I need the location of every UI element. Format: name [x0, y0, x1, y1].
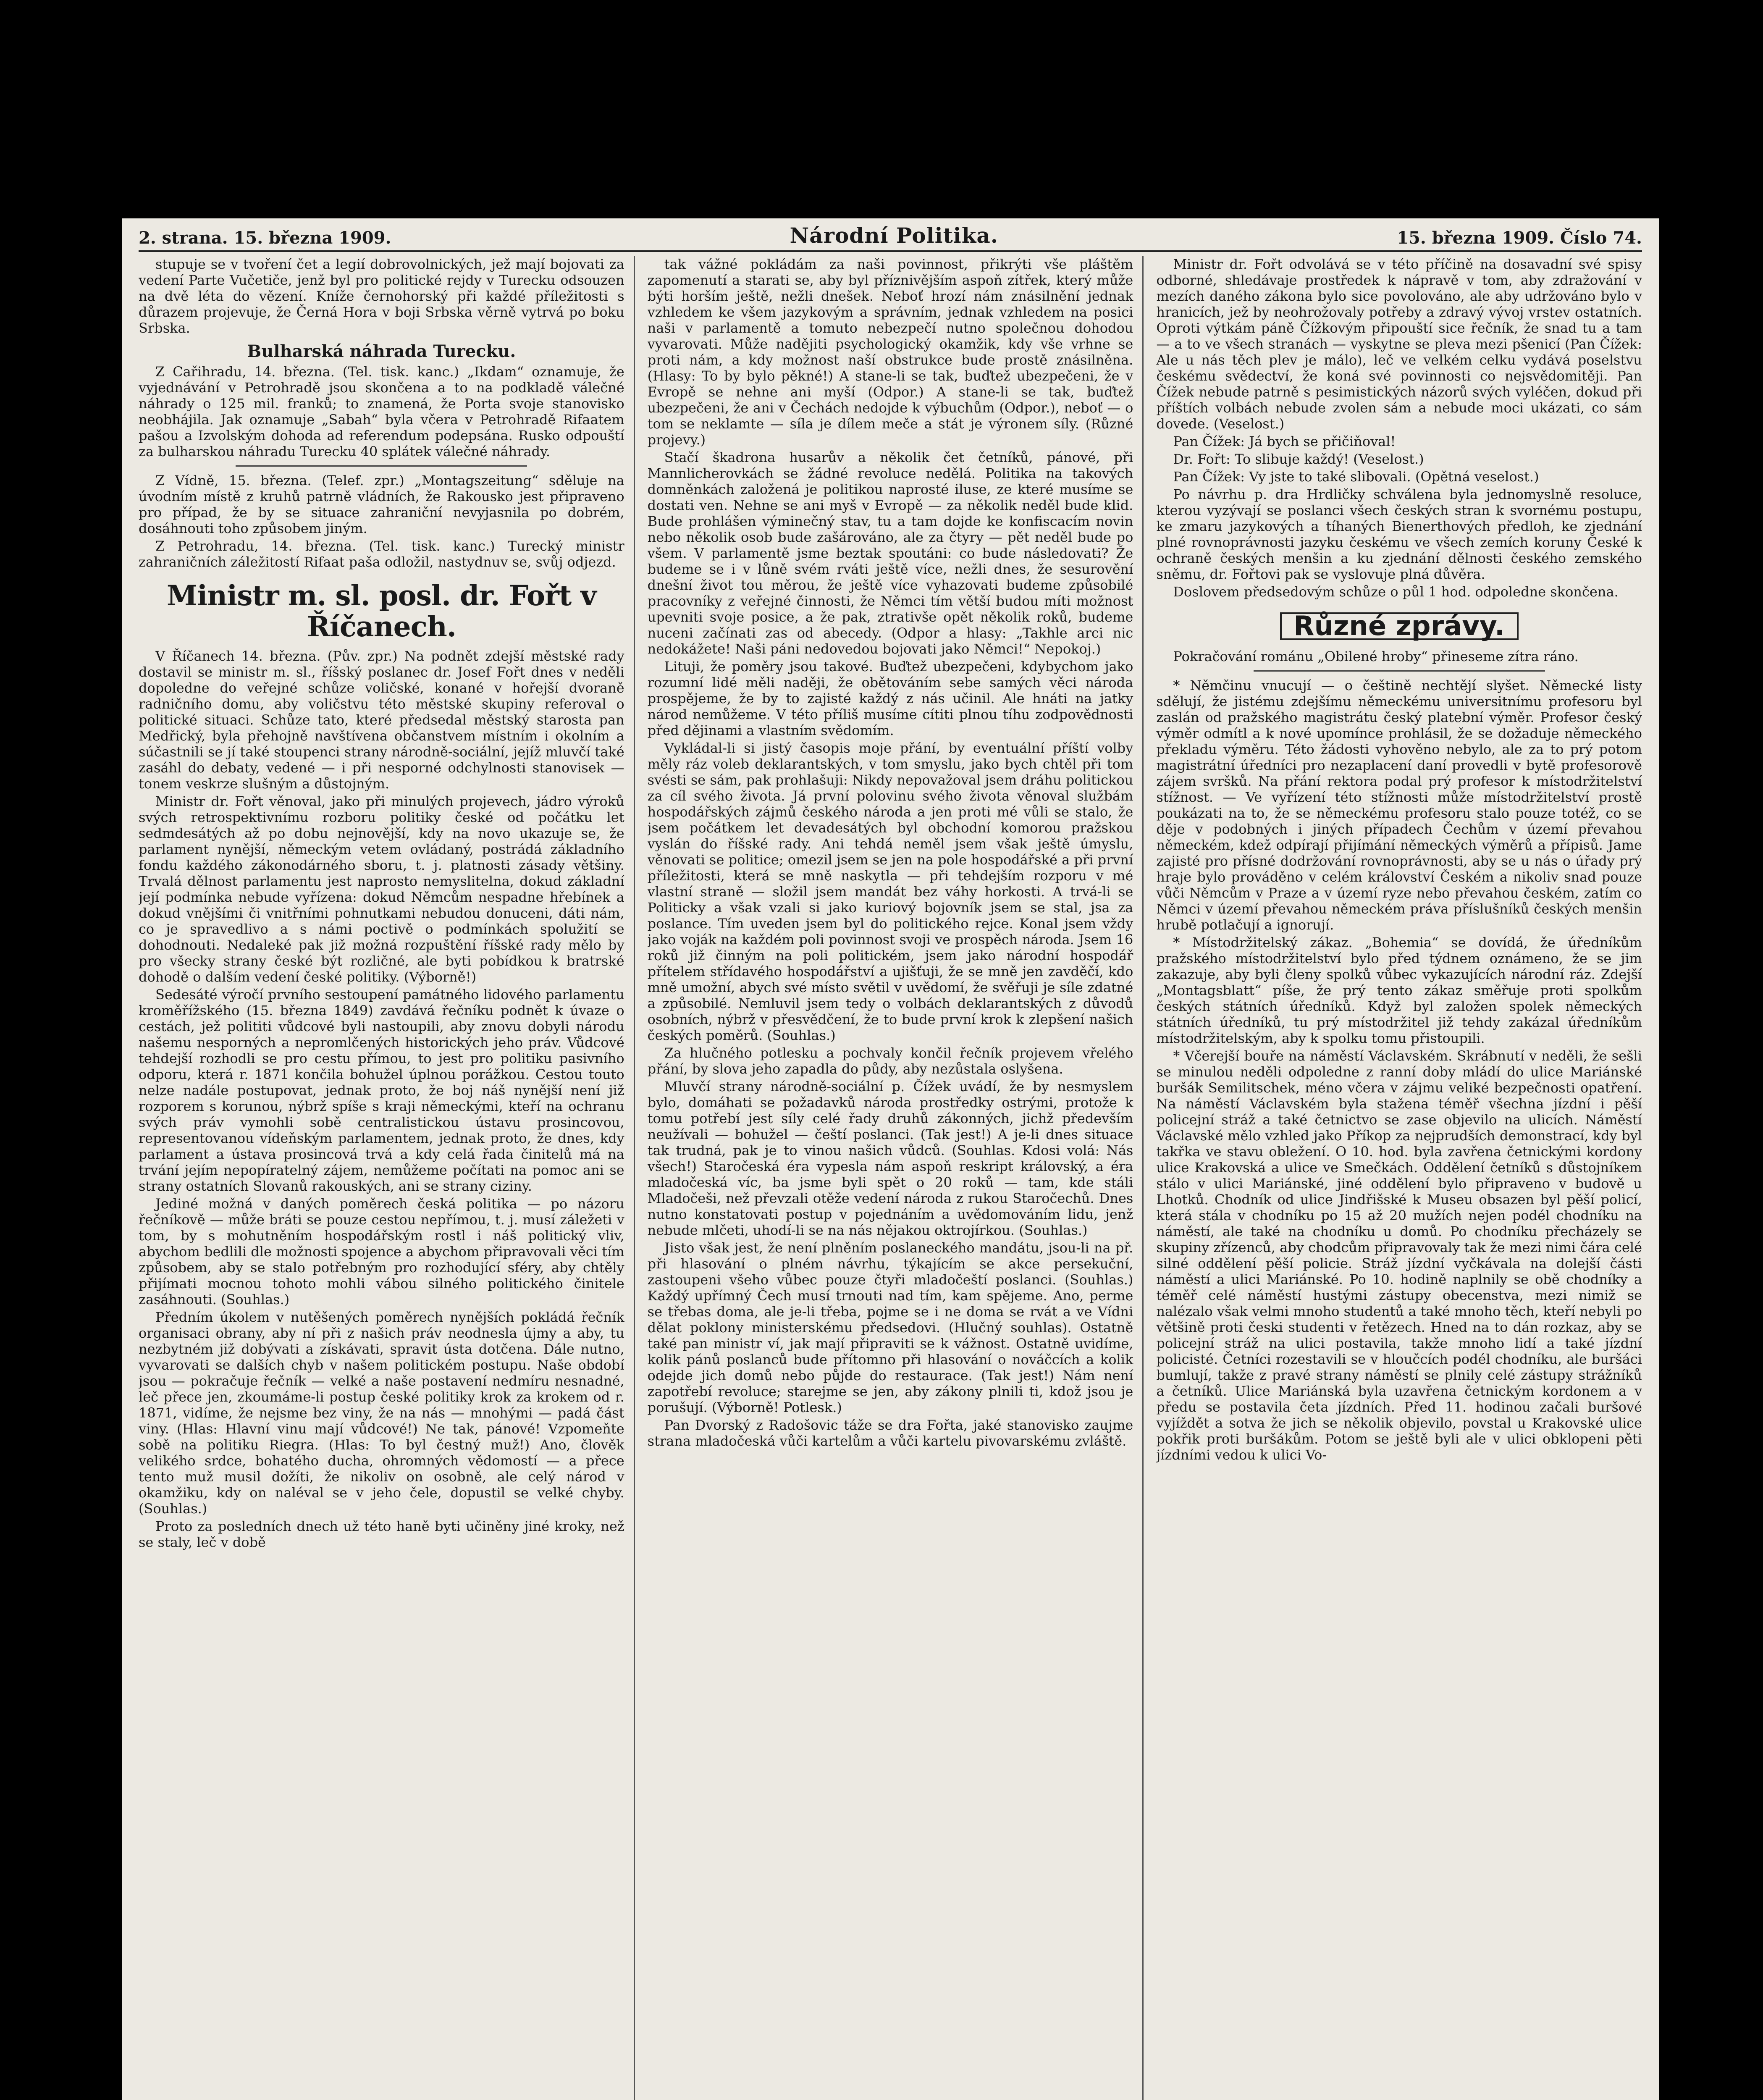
paragraph: Ministr dr. Fořt odvolává se v této příčině na dosavadní své spisy odborné, shledávaje prostředek k nápravě v tom, aby zdražování v mezích daného zákona bylo sice povolováno, ale aby udržováno bylo v hranicích, jež by neohrožovaly potřeby a zdravý vývoj vrstev ostatních. Oproti výtkám páně Čížkovým připouští sice řečník, že snad tu a tam — a to ve všech stranách — vyskytne se pleva mezi pšenicí (Pan Čížek: Ale u nás těch plev je málo), leč ve velkém celku vydává poselstvu českému svědectví, že koná své povinnosti co nejsvědomitěji. Pan Čížek nebude patrně s pesimistických názorů svých vyléčen, dokud při příštích volbách nebude zvolen sám a nebude moci ukázati, co sám dovede. (Veselost.): [1156, 256, 1642, 432]
paragraph: Po návrhu p. dra Hrdličky schválena byla jednomyslně resoluce, kterou vyzývají se poslanci všech českých stran k svornému postupu, ke zmaru jazykových a tíhaných Bienerthových předloh, ke zjednání plné rovnoprávnosti jazyku českému ve všech zemích koruny České k ochraně českých menšin a ku zjednání dělnosti českého zemského sněmu, dr. Fořtovi pak se vyslovuje plná důvěra.: [1156, 486, 1642, 582]
columns: [139, 256, 1642, 2100]
paragraph: Za hlučného potlesku a pochvaly končil řečník projevem vřelého přání, by slova jeho zapadla do půdy, aby nezůstala oslyšena.: [647, 1045, 1133, 1077]
section-box-heading: Různé zprávy.: [1280, 612, 1519, 640]
column-1: [139, 256, 635, 2100]
paragraph: Jisto však jest, že není plněním poslaneckého mandátu, jsou-li na př. při hlasování o plném návrhu, týkajícím se akce persekuční, zastoupeni všeho vůbec pouze čtyři mladočeští poslanci. (Souhlas.) Každý upřímný Čech musí trnouti nad tím, kam spějeme. Ano, perme se třebas doma, ale je-li třeba, pojme se i ne doma se rvát a ve Vídni dělat poklony ministerskému předsedovi. (Hlučný souhlas). Ostatně také pan ministr ví, jak mají připraviti se k vážnost. Ostatně uvidíme, kolik pánů poslanců bude přítomno při hlasování o nováčcích a kolik odejde jich domů nebo půjde do restaurace. (Tak jest!) Nám není zapotřebí revoluce; starejme se jen, aby zákony plnili ti, kdož jsou je porušují. (Výborně! Potlesk.): [647, 1240, 1133, 1415]
paragraph: Sedesáté výročí prvního sestoupení památného lidového parlamentu kroměřížského (15. března 1849) zavdává řečníku podnět k úvaze o cestách, jež polititi vůdcové byli nastoupili, aby znovu dobyli národu našemu nesporných a nepromlčených historických jeho práv. Vůdcové tehdejší rozhodli se pro cestu přímou, to jest pro politiku pasivního odporu, která r. 1871 končila bohužel úplnou porážkou. Cestou touto nelze nadále postupovat, jednak proto, že boj náš nynější není již rozporem s korunou, nýbrž spíše s kraji německými, kteří na ochranu svých práv vymohli sobě centralistickou ústavu prosincovou, representovanou vídeňským parlamentem, jednak proto, že dnes, kdy parlament a ústava prosincová trvá a kdy celá řada činitelů má na trvání jejím nepopíratelný zájem, nemůžeme počítati na pomoc ani se strany ostatních Slovanů rakouských, ani se strany ciziny.: [139, 987, 624, 1194]
paragraph: Z Cařihradu, 14. března. (Tel. tisk. kanc.) „Ikdam“ oznamuje, že vyjednávání v Petrohradě jsou skončena a to na podkladě válečné náhrady o 125 mil. franků; to znamená, že Porta svoje stanovisko neobhájila. Jak oznamuje „Sabah“ byla včera v Petrohradě Rifaatem pašou a Izvolským dohoda ad referendum podepsána. Rusko odpouští za bulharskou náhradu Turecku 40 splátek válečné náhrady.: [139, 364, 624, 459]
header-left: 2. strana. 15. března 1909.: [139, 228, 391, 248]
paragraph: Lituji, že poměry jsou takové. Buďtež ubezpečeni, kdybychom jako rozumní lidé měli naději, že obětováním sebe samých věci národa prospějeme, že by to zajisté každý z nás učinil. Ale hnáti na jatky národ nemůžeme. V této příliš musíme cítiti plnou tíhu zodpovědnosti před dějinami a vlastním svědomím.: [647, 659, 1133, 738]
paragraph: Pan Dvorský z Radošovic táže se dra Fořta, jaké stanovisko zaujme strana mladočeská vůči kartelům a vůči kartelu pivovarskému zvláště.: [647, 1417, 1133, 1449]
masthead: [139, 218, 1642, 252]
newspaper-page: [122, 218, 1659, 2100]
paragraph: Doslovem předsedovým schůze o půl 1 hod. odpoledne skončena.: [1173, 584, 1619, 600]
paragraph: Vykládal-li si jistý časopis moje přání, by eventuální příští volby měly ráz voleb deklarantských, v tom smyslu, jako bych chtěl při tom svésti se sám, pak prohlašuji: Nikdy nepovažoval jsem dráhu politickou za cíl svého života. Já první polovinu svého života věnoval službám hospodářských zájmů českého národa a jen proti mé vůli se stalo, že jsem počátkem let devadesátých byl obchodní komorou pražskou vyslán do říšské rady. Ani tehdá neměl jsem však ještě úmyslu, věnovati se politice; omezil jsem se jen na pole hospodářské a při první příležitosti, která se mně naskytla — při tehdejším rozporu v mé vlastní straně — složil jsem mandát bez váhy horkosti. A trvá-li se Politicky a však vzali si jako kuriový bojovník jsem se stal, jsa za poslance. Tím uveden jsem byl do politického rejce. Konal jsem vždy jako voják na každém poli povinnost svoji ve prospěch národa. Jsem 16 roků již činným na poli politickém, jsem jako národní hospodář přítelem střídavého hospodářství a ujišťuji, že se mně jen zavděčí, kdo mně umožní, abych své místo světil v uvědomí, že svěřuji je síle zdatné a způsobilé. Nemluvil jsem tedy o volbách deklarantských z důvodů osobních, nýbrž v přesvědčení, že to bude první krok k zlepšení našich českých poměrů. (Souhlas.): [647, 740, 1133, 1043]
newspaper-title: Národní Politika.: [790, 223, 999, 248]
paragraph: Stačí škadrona husarův a několik čet četníků, pánové, při Mannlicherovkách se žádné revoluce nedělá. Politika na takových domněnkách založená je politikou naprosté iluse, ze které musíme se dostati ven. Nehne se ani myš v Evropě — za několik neděl bude klid. Bude prohlášen výminečný stav, tu a tam dojde ke konfiscacím novin nebo několik osob bude zašárováno, ale za čtyry — pět neděl bude po všem. V parlamentě jsme beztak spoutáni: co bude následovati? Že budeme se i v lůně svém rváti ještě více, nežli dnes, že sesurovění dnešní život tou měrou, že ještě více vyhazovati budeme způsobilé pracovníky z veřejné činnosti, že Němci tím větší budou míti možnost upevniti svoje posice, a že pak, ztrativše opět několik roků, budeme nuceni začínati zas od abecedy. (Odpor a hlasy: „Takhle arci nic nedokážete! Naši páni nedovedou bojovati jako Němci!“ Nepokoj.): [647, 449, 1133, 657]
column-2: [648, 256, 1144, 2100]
paragraph: * Němčinu vnucují — o češtině nechtějí slyšet. Německé listy sdělují, že jistému zdejšímu německému universitnímu profesoru byl zaslán od pražského magistrátu český platební výměr. Profesor český výměr odmítl a k nové upomínce prohlásil, že se dožaduje německého překladu výměru. Této žádosti vyhověno nebylo, ale za to prý potom magistrátní úředníci pro nezaplacení daní provedli v bytě profesorově zájem svršků. Na přání rektora podal prý profesor k místodržitelství stížnost. — Ve vyřízení této stížnosti může místodržitelství prostě poukázati na to, že se německému profesoru stalo pouze totéž, co se děje v podobných i jiných případech Čechům v území převahou německém, kdež odpírají přijímání německých výměrů a přípisů. Jame zajisté pro přísné dodržování rovnoprávnosti, aby se u nás o úřady prý hraje bylo prováděno v celém království Českém a nikoliv snad pouze vůči Němcům v Praze a v území ryze nebo převahou českém, zatím co Němci v území převahou německém práva příslušníků českých menšin hrubě potlačují a ignorují.: [1156, 677, 1642, 933]
paragraph: tak vážné pokládám za naši povinnost, přikrýti vše pláštěm zapomenutí a starati se, aby byl příznivějším aspoň zítřek, který může býti horším ještě, nežli dnešek. Neboť hrozí nám znásilnění jednak vzhledem ke všem jazykovým a správním, jednak vzhledem na posici naši v parlamentě a tomuto nebezpečí nutno společnou dohodou vyvarovati. Může nadějiti psychologický okamžik, kdy vše vrhne se proti nám, a kdy možnost naší obstrukce bude prostě znásilněna. (Hlasy: To by bylo pěkné!) A stane-li se tak, buďtež ubezpečeni, že v Evropě se nehne ani myší (Odpor.) A stane-li se tak, buďtež ubezpečeni, že ani v Čechách nedojde k výbuchům (Odpor.), neboť — o tom se neklamte — síla je dílem meče a stát je výronem síly. (Různé projevy.): [647, 256, 1133, 448]
paragraph: * Místodržitelský zákaz. „Bohemia“ se dovídá, že úředníkům pražského místodržitelství bylo před týdnem oznámeno, že se jim zakazuje, aby byli členy spolků vůbec vykazujících národní ráz. Zdejší „Montagsblatt“ píše, že prý tento zákaz směřuje proti spolkům českých státních úředníků. Když byl založen spolek německých státních úředníků, tu prý místodržitel již tehdy zakázal úředníkům místodržitelským, aby k spolku tomu přistoupili.: [1156, 934, 1642, 1046]
paragraph: Mluvčí strany národně-sociální p. Čížek uvádí, že by nesmyslem bylo, domáhati se požadavků národa prostředky ostrými, protože k tomu potřebí jest síly celé řady druhů zákonných, jichž především neužívali — bohužel — čeští poslanci. (Tak jest!) A je-li dnes situace tak trudná, pak je to vinou našich vůdců. (Souhlas. Kdosi volá: Nás všech!) Staročeská éra vypesla nám aspoň reskript královský, a éra mladočeská víc, ba jsme byli spět o 20 roků — tam, kde stáli Mladočeši, než převzali otěže vedení národa z rukou Staročechů. Dnes nutno konstatovati postup v pojednáním a uvědomováním lidu, jenž nebude mlčeti, uhodí-li se na nás nějakou oktrojírkou. (Souhlas.): [647, 1079, 1133, 1238]
section-heading: Bulharská náhrada Turecku.: [247, 341, 516, 361]
divider: [1254, 670, 1545, 672]
paragraph: * Včerejší bouře na náměstí Václavském. Skrábnutí v neděli, že sešli se minulou neděli odpoledne z ranní doby mládí do ulice Mariánské buršák Semilitschek, méno včera v zájmu veliké bezpečnosti opatření. Na náměstí Václavském byla stažena téměř všechna jízdní i pěší policejní stráž a také četnictvo se zase objevilo na ulicích. Náměstí Václavské mělo vzhled jako Příkop za nejprudších demonstrací, kdy byl takřka ve stavu obležení. O 10. hod. byla zavřena četnickými kordony ulice Krakovská a ulice ve Smečkách. Oddělení četníků s důstojníkem stálo v ulici Mariánské, jiné oddělení bylo připraveno v budově u Lhotků. Chodník od ulice Jindřišské k Museu obsazen byl pěší policí, která stála v chodníku po 15 až 20 mužích nejen podél chodníku na náměstí, ale také na chodníku u domů. Po chodníku přecházely se skupiny zřízenců, aby chodcům připravovaly tak že mezi nimi čára celé silné oddělení pěší policie. Stráž jízdní vyčkávala na dolejší části náměstí a ulici Mariánské. Po 10. hodině naplnily se obě chodníky a téměř celé náměstí hustými zástupy obecenstva, mezi nimiž se nalézalo však velmi mnoho studentů a také mnoho těch, kteří nebyli po většině proti česki studenti v řetězech. Hned na to dán rozkaz, aby se policejní stráž na ulici postavila, takže mnoho lidí a také jízdní policisté. Četníci rozestavili se v hloučcích podél chodníku, ale buršáci bumlují, takže z pravé strany náměstí se plnily celé zástupy strážníků a četníků. Ulice Mariánská byla uzavřena četnickým kordonem a v předu se postavila četa jízdních. Před 11. hodinou začali buršové vyjíždět a sotva že jich se několik objevilo, povstal u Krakovské ulice pokřik proti buršákům. Potom se ještě byli ale v ulici obklopeni pěti jízdními vedou k ulici Vo-: [1156, 1048, 1642, 1463]
paragraph: Ministr dr. Fořt věnoval, jako při minulých projevech, jádro výroků svých retrospektivnímu rozboru politiky české od počátku let sedmdesátých až po dobu nejnovější, kdy na novo ukazuje se, že parlament nynější, německým vetem ovládaný, postrádá základního fondu každého zákonodárného sboru, t. j. platnosti zásady většiny. Trvalá dělnost parlamentu jest naprosto nemyslitelna, dokud základní její podmínka nebude vyřízena: dokud Němcům nespadne hřebínek a dokud vnějšími či vnitřními pohnutkami nebudou donuceni, dáti nám, co je spravedlivo a s námi poctivě o podmínkách spolužití se dohodnouti. Nedaleké pak již možná rozpuštění říšské rady mělo by pro všecky strany české být rozličné, ale byti pobídkou k bratrské dohodě o dalším vedení české politiky. (Výborně!): [139, 793, 624, 985]
paragraph: V Říčanech 14. března. (Pův. zpr.) Na podnět zdejší městské rady dostavil se ministr m. sl., říšský poslanec dr. Josef Fořt dnes v neděli dopoledne do veřejné schůze voličské, konané v hořejší dvoraně radničního domu, aby voličstvu této městské skupiny referoval o politické situaci. Schůze tato, které předsedal městský starosta pan Medřický, byla přehojně navštívena občanstvem místním i okolním a súčastnili se jí také stoupenci strany národně-sociální, jejíž mluvčí také zasáhl do debaty, vedené — i při nesporné odchylnosti stanovisek — tonem veskrze slušným a důstojným.: [139, 648, 624, 792]
paragraph: Dr. Fořt: To slibuje každý! (Veselost.): [1173, 451, 1424, 467]
paragraph: stupuje se v tvoření čet a legií dobrovolnických, jež mají bojovati za vedení Parte Vučetiče, jenž byl pro politické rejdy v Turecku odsouzen na dvě léta do vězení. Kníže černohorský při každé příležitosti s důrazem projevuje, že Černá Hora v boji Srbska věrně vytrvá po boku Srbska.: [139, 256, 624, 336]
header-right: 15. března 1909. Číslo 74.: [1397, 228, 1642, 248]
paragraph: Z Vídně, 15. března. (Telef. zpr.) „Montagszeitung“ sděluje na úvodním místě z kruhů patrně vládních, že Rakousko jest připraveno pro případ, že by se situace zahraniční nevyjasnila po dobrém, dosáhnouti toho způsobem jiným.: [139, 472, 624, 536]
paragraph: Pan Čížek: Vy jste to také slibovali. (Opětná veselost.): [1173, 469, 1539, 485]
divider: [236, 465, 527, 467]
article-heading: Ministr m. sl. posl. dr. Fořt v Říčanech.: [167, 579, 596, 643]
paragraph: Jediné možná v daných poměrech česká politika — po názoru řečníkově — může bráti se pouze cestou nepřímou, t. j. musí záležeti v tom, by s mohutněním hospodářským rostl i náš politický vliv, abychom bedlili dle možnosti spojence a abychom připravovali věci tím způsobem, aby se stalo potřebným pro rozhodující sféry, aby chtěly přijímati mocnou tohoto mohli vábou silného politického činitele zasáhnouti. (Souhlas.): [139, 1196, 624, 1307]
paragraph: Proto za posledních dnech už této haně byti učiněny jiné kroky, než se staly, leč v době: [139, 1518, 624, 1550]
paragraph: Pokračování románu „Obilené hroby“ přineseme zítra ráno.: [1173, 648, 1579, 664]
paragraph: Pan Čížek: Já bych se přičiňoval!: [1173, 433, 1396, 449]
column-3: [1156, 256, 1642, 2100]
paragraph: Předním úkolem v nutěšených poměrech nynějších pokládá řečník organisaci obrany, aby ní při z našich práv neodnesla újmy a aby, tu nezbytném již dobývati a získávati, spravit ústa dotčena. Dále nutno, vyvarovati se dalších chyb v našem politickém postupu. Naše období jsou — pokračuje řečník — velké a naše postavení nedmíru nesnadné, leč přece jen, zkoumáme-li postup české politiky krok za krokem od r. 1871, vidíme, že nejsme bez viny, že na nás — mnohými — padá část viny. (Hlas: Hlavní vinu mají vůdcové!) Ne tak, pánové! Vzpomeňte sobě na politiku Riegra. (Hlas: To byl čestný muž!) Ano, člověk velikého srdce, bohatého ducha, ohromných vědomostí — a přece tento muž musil dožíti, že nikoliv on osobně, ale celý národ v okamžiku, kdy on naléval se v jeho čele, dopustil se velké chyby. (Souhlas.): [139, 1309, 624, 1517]
paragraph: Z Petrohradu, 14. března. (Tel. tisk. kanc.) Turecký ministr zahraničních záležitostí Rifaat paša odložil, nastydnuv se, svůj odjezd.: [139, 538, 624, 570]
